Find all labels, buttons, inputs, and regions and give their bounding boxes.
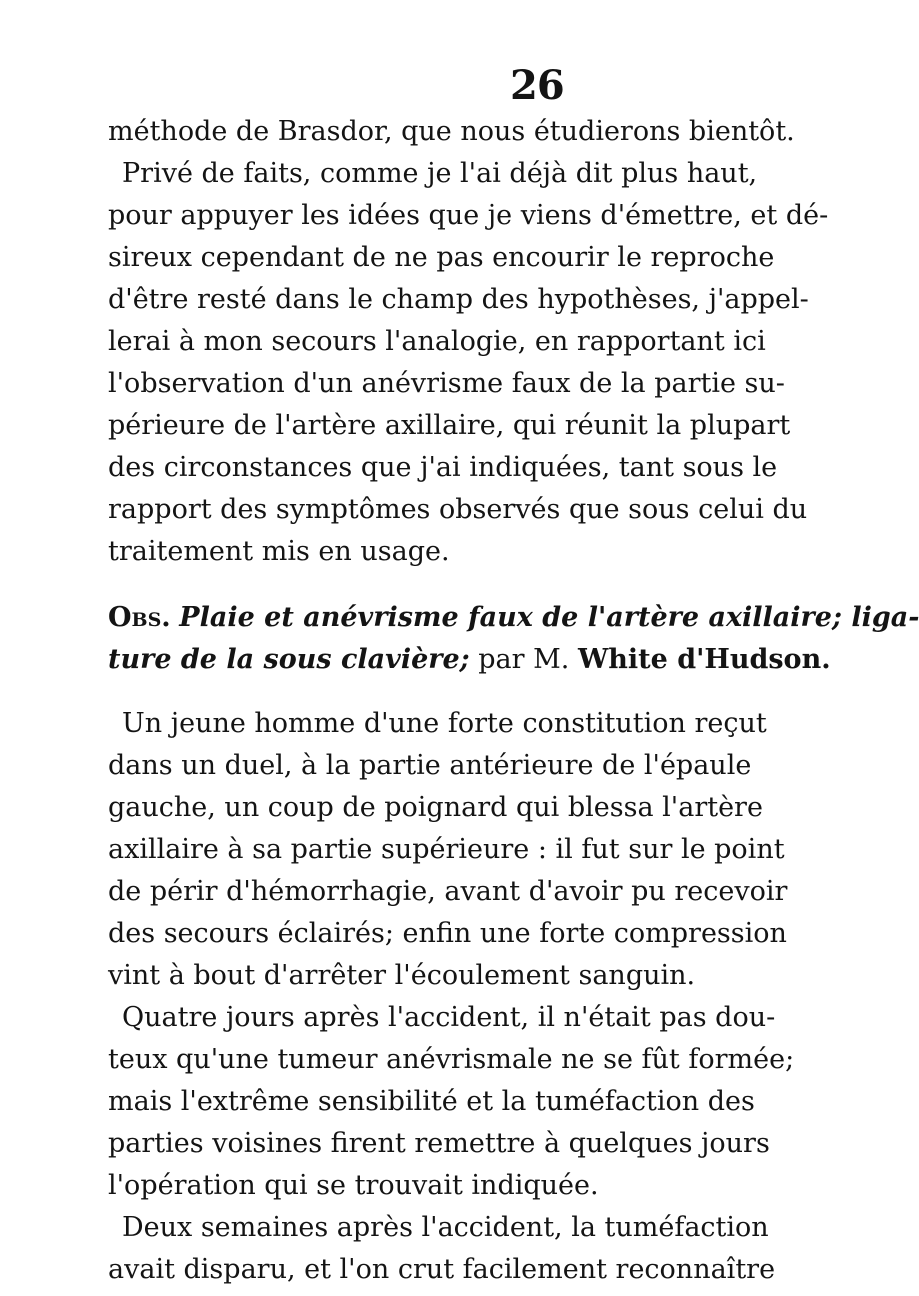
text-line: Deux semaines après l'accident, la tuméfaction	[122, 1212, 769, 1243]
observation-heading	[108, 598, 919, 638]
text-line: l'opération qui se trouvait indiquée.	[108, 1170, 599, 1201]
text-line: des secours éclairés; enfin une forte compression	[108, 918, 787, 949]
observation-author-prefix: par M.	[478, 644, 570, 675]
text-line: traitement mis en usage.	[108, 536, 450, 567]
text-line: teux qu'une tumeur anévrismale ne se fût formée;	[108, 1044, 795, 1075]
text-line: pour appuyer les idées que je viens d'émettre, et dé-	[108, 200, 829, 231]
text-line: parties voisines firent remettre à quelques jours	[108, 1128, 770, 1159]
text-line: vint à bout d'arrêter l'écoulement sanguin.	[108, 960, 696, 991]
page-number: 26	[510, 62, 564, 109]
text-line: avait disparu, et l'on crut facilement reconnaître	[108, 1254, 776, 1285]
observation-label: Obs.	[108, 602, 171, 633]
text-line: rapport des symptômes observés que sous celui du	[108, 494, 808, 525]
text-line: dans un duel, à la partie antérieure de l'épaule	[108, 750, 752, 781]
text-line: axillaire à sa partie supérieure : il fut sur le point	[108, 834, 785, 865]
text-line: mais l'extrême sensibilité et la tuméfaction des	[108, 1086, 755, 1117]
observation-title: Plaie et anévrisme faux de l'artère axillaire; liga-	[179, 602, 919, 633]
text-line: Un jeune homme d'une forte constitution reçut	[122, 708, 767, 739]
text-line: de périr d'hémorrhagie, avant d'avoir pu recevoir	[108, 876, 788, 907]
text-line: l'observation d'un anévrisme faux de la partie su-	[108, 368, 785, 399]
observation-author: White d'Hudson.	[577, 644, 831, 675]
text-line: Quatre jours après l'accident, il n'était pas dou-	[122, 1002, 776, 1033]
text-line: périeure de l'artère axillaire, qui réunit la plupart	[108, 410, 791, 441]
observation-title-continued: ture de la sous clavière;	[108, 644, 470, 675]
text-line: des circonstances que j'ai indiquées, tant sous le	[108, 452, 778, 483]
observation-heading-continued	[108, 640, 831, 680]
text-line: gauche, un coup de poignard qui blessa l'artère	[108, 792, 763, 823]
text-line: Privé de faits, comme je l'ai déjà dit plus haut,	[122, 158, 758, 189]
text-line: lerai à mon secours l'analogie, en rapportant ici	[108, 326, 766, 357]
text-line: d'être resté dans le champ des hypothèses, j'appel-	[108, 284, 809, 315]
text-line: méthode de Brasdor, que nous étudierons bientôt.	[108, 116, 795, 147]
text-line: sireux cependant de ne pas encourir le reproche	[108, 242, 775, 273]
